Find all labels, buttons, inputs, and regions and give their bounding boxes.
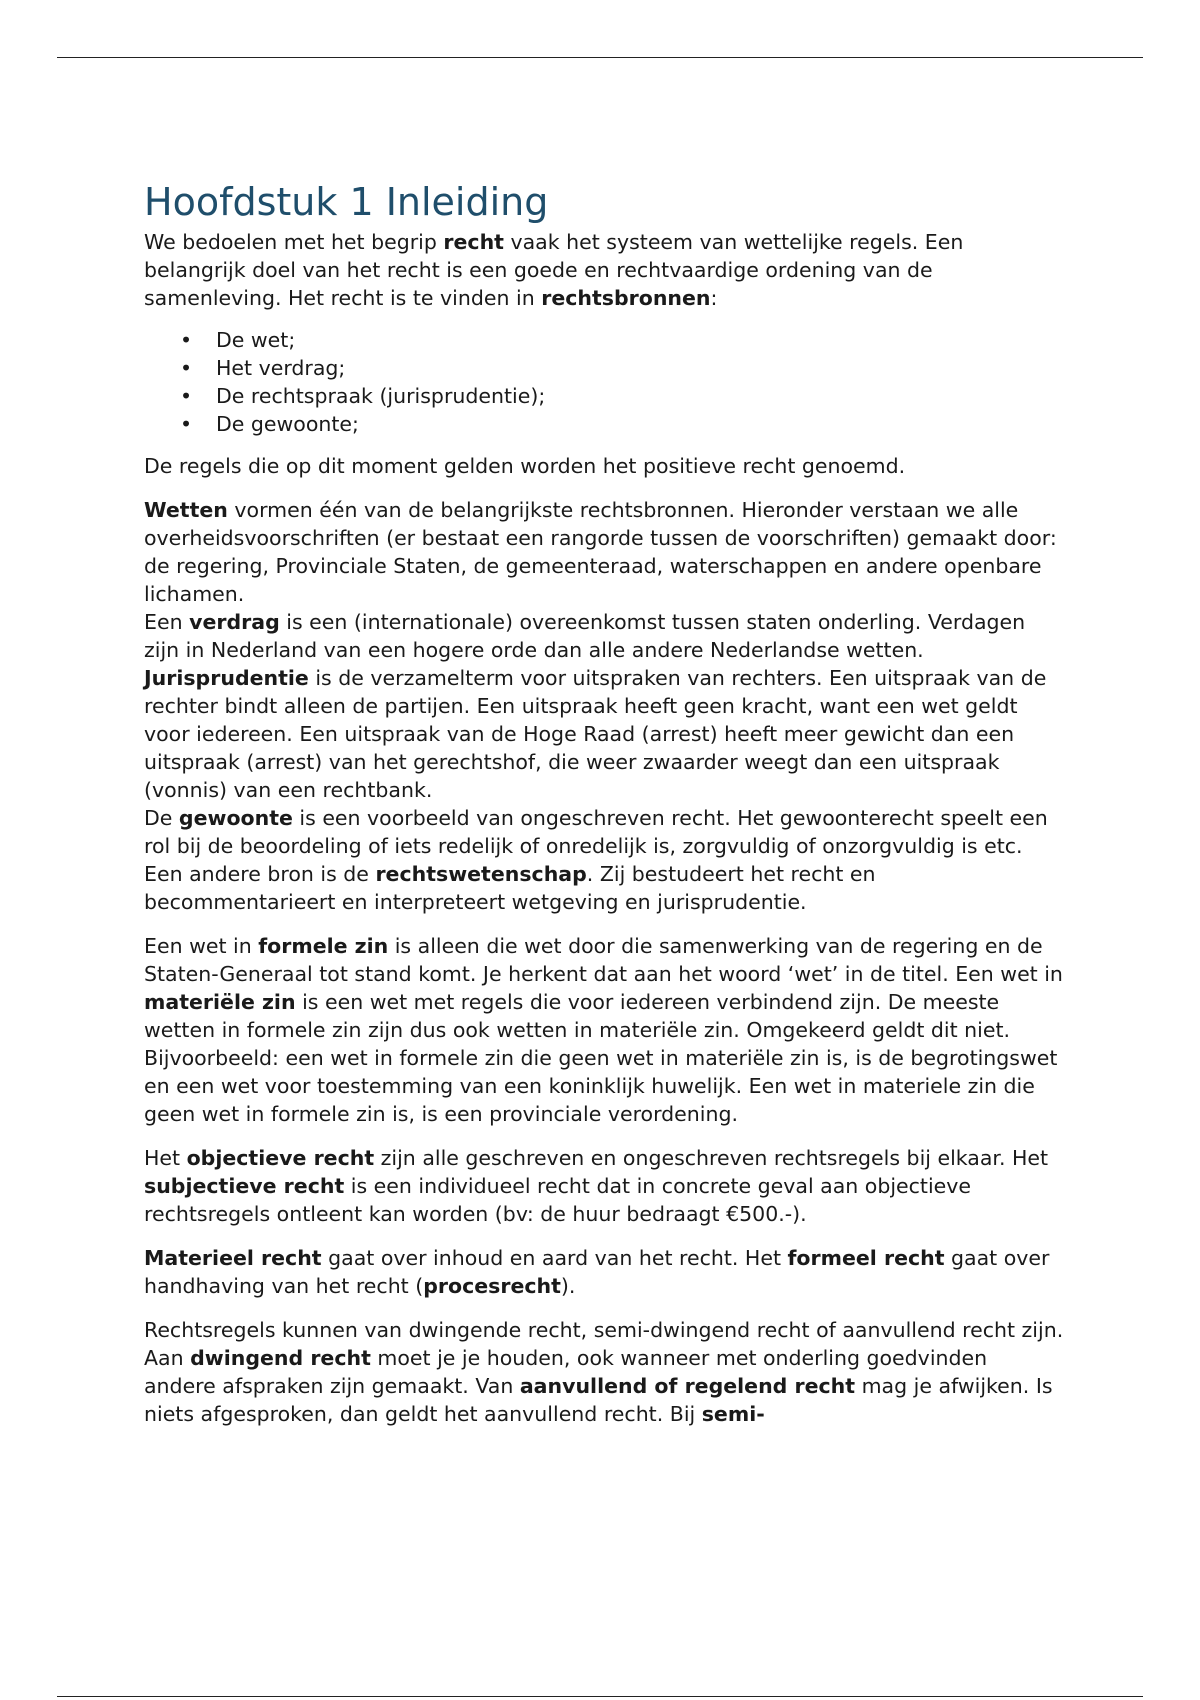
formele-zin-paragraph: Een wet in formele zin is alleen die wet door die samenwerking van de regering en de Staten-Generaal tot stand komt. Je herkent dat aan het woord ‘wet’ in de titel. Een wet in materiële zin is een wet met regels die voor iedereen verbindend zijn. De meeste wetten in formele zin zijn dus ook wetten in materiële zin. Omgekeerd geldt dit niet. Bijvoorbeeld: een wet in formele zin die geen wet in materiële zin is, is de begrotingswet en een wet voor toestemming van een koninklijk huwelijk. Een wet in materiele zin die geen wet in formele zin is, is een provinciale verordening.: [144, 934, 1063, 1126]
materieel-recht-paragraph: Materieel recht gaat over inhoud en aard van het recht. Het formeel recht gaat over handhaving van het recht (procesrecht).: [144, 1246, 1050, 1298]
list-item: • Het verdrag;: [180, 356, 346, 380]
positive-law-paragraph: De regels die op dit moment gelden worden het positieve recht genoemd.: [144, 454, 906, 478]
rechtswetenschap-paragraph: Een andere bron is de rechtswetenschap. Zij bestudeert het recht en becommentarieert en interpreteert wetgeving en jurisprudentie.: [144, 862, 876, 914]
jurisprudentie-paragraph: Jurisprudentie is de verzamelterm voor uitspraken van rechters. Een uitspraak van de rechter bindt alleen de partijen. Een uitspraak heeft geen kracht, want een wet geldt voor iedereen. Een uitspraak van de Hoge Raad (arrest) heeft meer gewicht dan een uitspraak (arrest) van het gerechtshof, die weer zwaarder weegt dan een uitspraak (vonnis) van een rechtbank.: [144, 666, 1047, 802]
gewoonte-paragraph: De gewoonte is een voorbeeld van ongeschreven recht. Het gewoonterecht speelt een rol bij de beoordeling of iets redelijk of onredelijk is, zorgvuldig of onzorgvuldig is etc.: [144, 806, 1048, 858]
header-rule: [57, 57, 1143, 58]
legal-sources-list: [144, 326, 1064, 438]
list-item: • De rechtspraak (jurisprudentie);: [180, 384, 546, 408]
wetten-paragraph: Wetten vormen één van de belangrijkste rechtsbronnen. Hieronder verstaan we alle overheidsvoorschriften (er bestaat een rangorde tussen de voorschriften) gemaakt door: de regering, Provinciale Staten, de gemeenteraad, waterschappen en andere openbare lichamen.: [144, 498, 1057, 606]
objectief-recht-paragraph: Het objectieve recht zijn alle geschreven en ongeschreven rechtsregels bij elkaar. Het subjectieve recht is een individueel recht dat in concrete geval aan objectieve rechtsregels ontleent kan worden (bv: de huur bedraagt €500.-).: [144, 1146, 1049, 1226]
dwingend-recht-paragraph: Rechtsregels kunnen van dwingende recht, semi-dwingend recht of aanvullend recht zijn. Aan dwingend recht moet je je houden, ook wanneer met onderling goedvinden andere afspraken zijn gemaakt. Van aanvullend of regelend recht mag je afwijken. Is niets afgesproken, dan geldt het aanvullend recht. Bij semi-: [144, 1318, 1064, 1426]
footer-rule: [57, 1696, 1143, 1697]
verdrag-paragraph: Een verdrag is een (internationale) overeenkomst tussen staten onderling. Verdagen zijn in Nederland van een hogere orde dan alle andere Nederlandse wetten.: [144, 610, 1026, 662]
page-title: Hoofdstuk 1 Inleiding: [144, 180, 549, 224]
list-item: • De wet;: [180, 328, 296, 352]
intro-paragraph: We bedoelen met het begrip recht vaak het systeem van wettelijke regels. Een belangrijk doel van het recht is een goede en rechtvaardige ordening van de samenleving. Het recht is te vinden in rechtsbronnen:: [144, 230, 964, 310]
document-body: [144, 178, 1064, 1444]
list-item: • De gewoonte;: [180, 412, 359, 436]
